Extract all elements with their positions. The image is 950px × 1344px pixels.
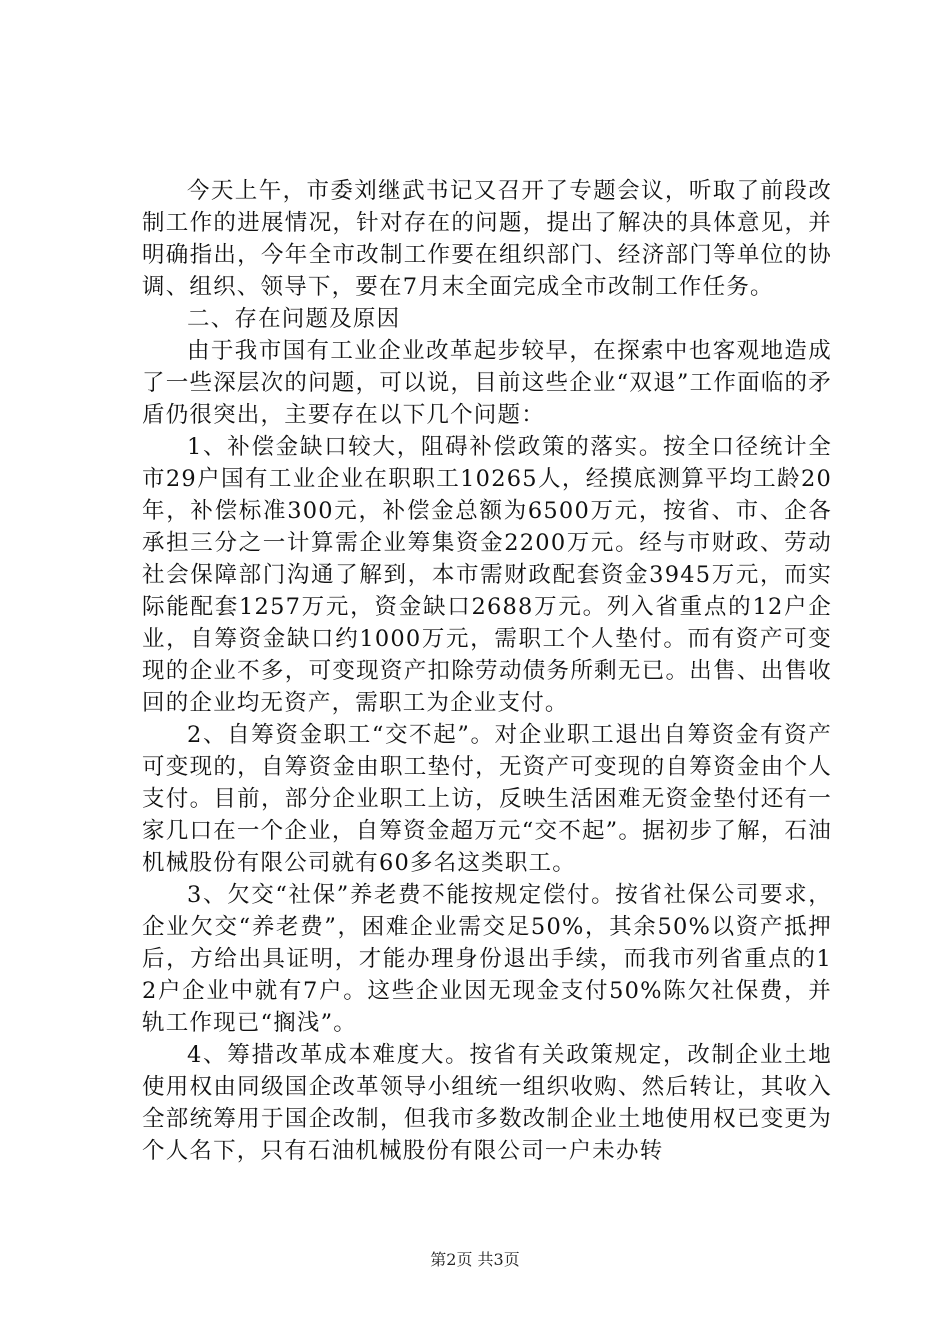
section-heading: 二、存在问题及原因 xyxy=(187,306,401,332)
paragraph-item-1: 1、补偿金缺口较大，阻碍补偿政策的落实。按全口径统计全市29户国有工业企业在职职工10265人，经摸底测算平均工龄20年，补偿标准300元，补偿金总额为6500万元，按省、市、企各承担三分之一计算需企业筹集资金2200万元。经与市财政、劳动社会保障部门沟通了解到，本市需财政配套资金3945万元，而实际能配套1257万元，资金缺口2688万元。列入省重点的12户企业，自筹资金缺口约1000万元，需职工个人垫付。而有资产可变现的企业不多，可变现资产扣除劳动债务所剩无已。出售、出售收回的企业均无资产，需职工为企业支付。 xyxy=(142,434,832,716)
paragraph-item-4: 4、筹措改革成本难度大。按省有关政策规定，改制企业土地使用权由同级国企改革领导小组统一组织收购、然后转让，其收入全部统筹用于国企改制，但我市多数改制企业土地使用权已变更为个人名下，只有石油机械股份有限公司一户未办转 xyxy=(142,1042,832,1164)
paragraph-intro: 由于我市国有工业企业改革起步较早，在探索中也客观地造成了一些深层次的问题，可以说，目前这些企业“双退”工作面临的矛盾仍很突出，主要存在以下几个问题： xyxy=(142,338,832,428)
paragraph-item-3: 3、欠交“社保”养老费不能按规定偿付。按省社保公司要求，企业欠交“养老费”，困难企业需交足50%，其余50%以资产抵押后，方给出具证明，才能办理身份退出手续，而我市列省重点的12户企业中就有7户。这些企业因无现金支付50%陈欠社保费，并轨工作现已“搁浅”。 xyxy=(142,882,832,1036)
document-body xyxy=(142,175,832,1167)
paragraph-meeting: 今天上午，市委刘继武书记又召开了专题会议，听取了前段改制工作的进展情况，针对存在的问题，提出了解决的具体意见，并明确指出，今年全市改制工作要在组织部门、经济部门等单位的协调、组织、领导下，要在7月末全面完成全市改制工作任务。 xyxy=(142,178,832,300)
paragraph-item-2: 2、自筹资金职工“交不起”。对企业职工退出自筹资金有资产可变现的，自筹资金由职工垫付，无资产可变现的自筹资金由个人支付。目前，部分企业职工上访，反映生活困难无资金垫付还有一家几口在一个企业，自筹资金超万元“交不起”。据初步了解，石油机械股份有限公司就有60多名这类职工。 xyxy=(142,722,832,876)
page-footer: 第2页 共3页 xyxy=(430,1250,520,1269)
